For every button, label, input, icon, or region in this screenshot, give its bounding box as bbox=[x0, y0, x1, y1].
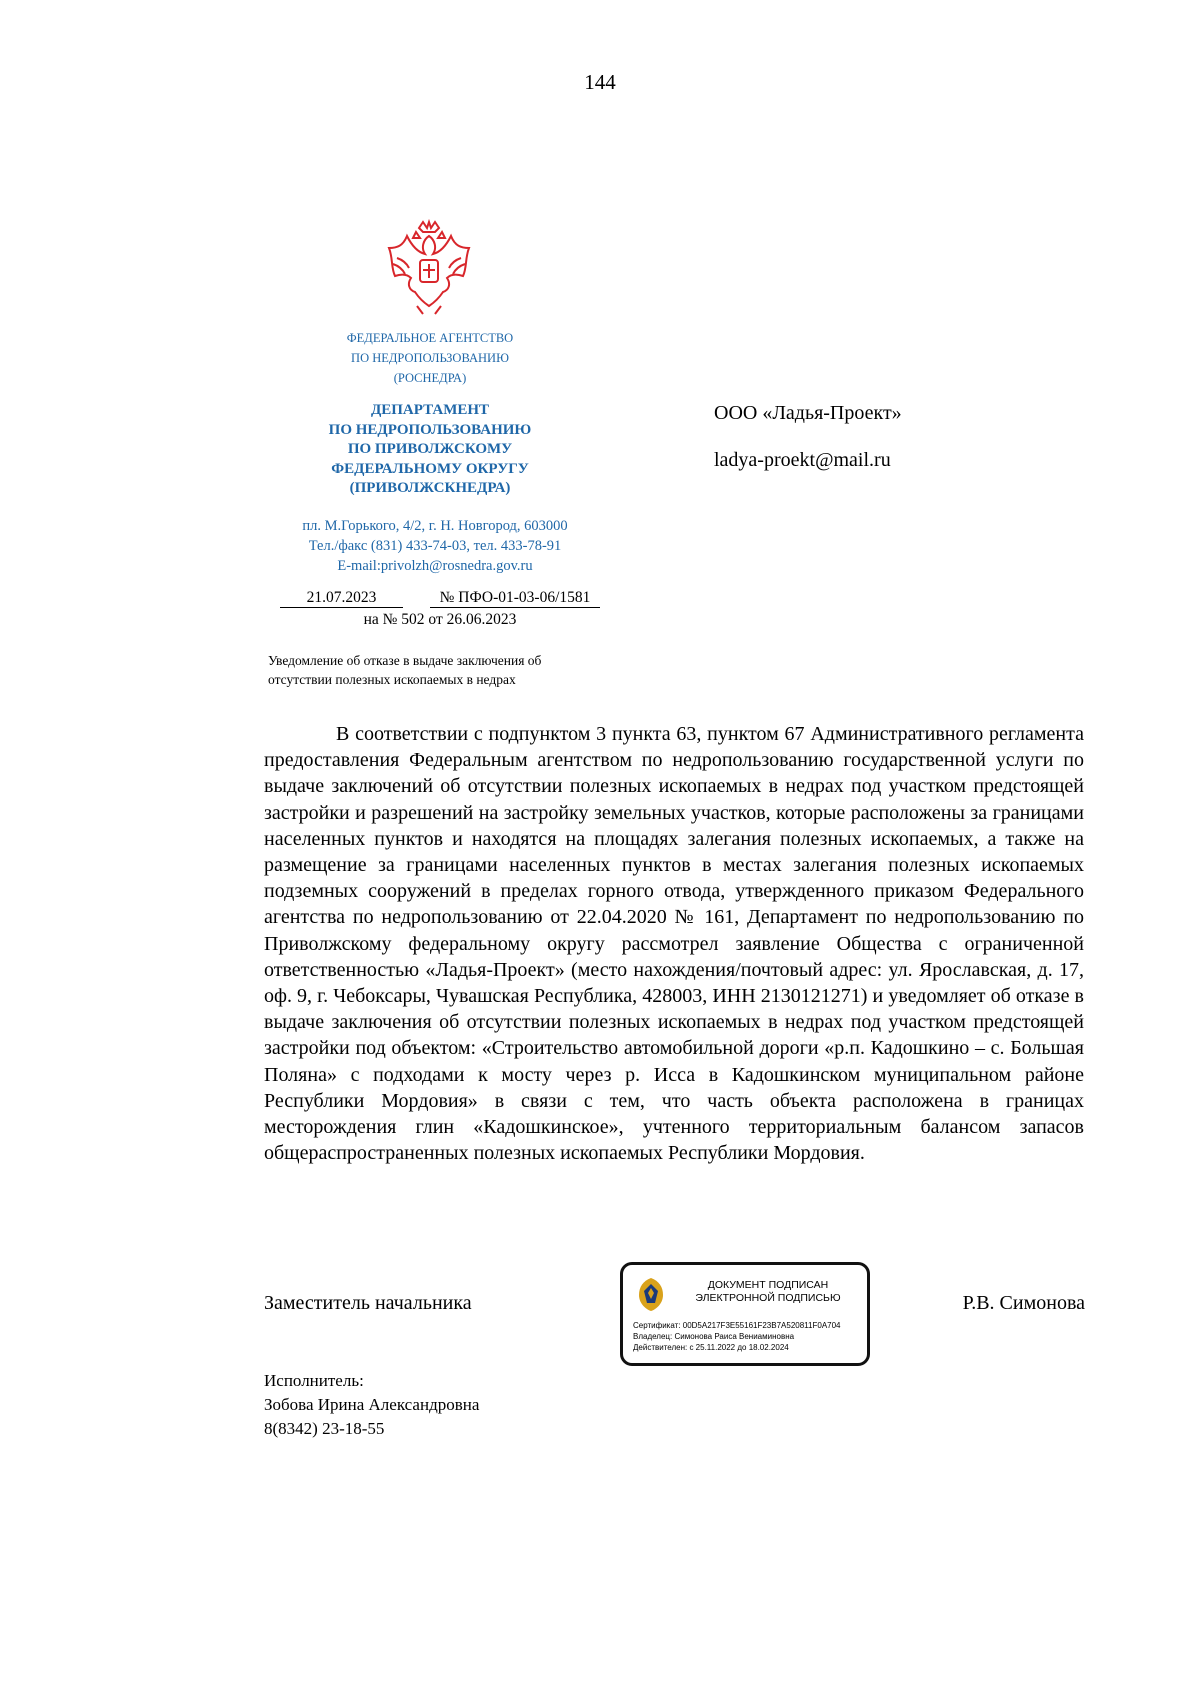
stamp-title-line: ЭЛЕКТРОННОЙ ПОДПИСЬЮ bbox=[695, 1291, 841, 1304]
address-block bbox=[270, 516, 600, 576]
registration-number: № ПФО-01-03-06/1581 bbox=[430, 589, 600, 608]
agency-line: ПО НЕДРОПОЛЬЗОВАНИЮ bbox=[351, 351, 509, 365]
department-line: ПО ПРИВОЛЖСКОМУ bbox=[347, 441, 513, 457]
stamp-details bbox=[633, 1320, 868, 1353]
stamp-emblem-icon bbox=[634, 1275, 668, 1313]
department-line: ПО НЕДРОПОЛЬЗОВАНИЮ bbox=[328, 421, 532, 438]
subject-line: отсутствии полезных ископаемых в недрах bbox=[268, 672, 516, 687]
executor-block bbox=[264, 1369, 479, 1441]
department-line: ФЕДЕРАЛЬНОМУ ОКРУГУ bbox=[331, 460, 529, 477]
signer-position: Заместитель начальника bbox=[264, 1292, 472, 1314]
letter-subject bbox=[268, 651, 628, 689]
executor-phone: 8(8342) 23-18-55 bbox=[264, 1419, 385, 1438]
address-line: E-mail:privolzh@rosnedra.gov.ru bbox=[337, 558, 533, 574]
address-line: Тел./факс (831) 433-74-03, тел. 433-78-91 bbox=[308, 538, 562, 554]
executor-name: Зобова Ирина Александровна bbox=[264, 1395, 480, 1414]
executor-label: Исполнитель: bbox=[264, 1371, 364, 1390]
letter-date: 21.07.2023 bbox=[280, 589, 403, 608]
subject-line: Уведомление об отказе в выдаче заключения об bbox=[268, 653, 542, 668]
agency-line: (РОСНЕДРА) bbox=[393, 371, 467, 385]
department-block bbox=[300, 401, 560, 499]
reply-reference: на № 502 от 26.06.2023 bbox=[363, 611, 517, 628]
stamp-owner: Владелец: Симонова Раиса Вениаминовна bbox=[633, 1332, 795, 1341]
agency-block bbox=[300, 328, 560, 388]
agency-line: ФЕДЕРАЛЬНОЕ АГЕНТСТВО bbox=[346, 331, 514, 345]
department-line: (ПРИВОЛЖСКНЕДРА) bbox=[349, 480, 511, 496]
department-line: ДЕПАРТАМЕНТ bbox=[370, 402, 490, 418]
stamp-validity: Действителен: с 25.11.2022 до 18.02.2024 bbox=[633, 1343, 789, 1352]
stamp-title bbox=[681, 1279, 855, 1304]
recipient-email: ladya-proekt@mail.ru bbox=[714, 449, 891, 471]
page-number: 144 bbox=[584, 70, 616, 94]
signer-name: Р.В. Симонова bbox=[962, 1292, 1085, 1314]
electronic-signature-stamp bbox=[620, 1262, 870, 1366]
stamp-certificate: Сертификат: 00D5A217F3E55161F23B7A520811F0A704 bbox=[633, 1321, 841, 1330]
stamp-title-line: ДОКУМЕНТ ПОДПИСАН bbox=[707, 1279, 829, 1291]
recipient-name: ООО «Ладья-Проект» bbox=[714, 402, 902, 424]
letter-body: В соответствии с подпунктом 3 пункта 63, пунктом 67 Административного регламента предоставления Федеральным агентством по недропользованию государственной услуги по выдаче заключений об отсутствии полезных ископаемых в недрах под участком предстоящей застройки и разрешений на застройку земельных участков, которые расположены за границами населенных пунктов и находятся на площадях залегания полезных ископаемых, а также на размещение за границами населенных пунктов в местах залегания полезных ископаемых подземных сооружений в пределах горного отвода, утвержденного приказом Федерального агентства по недропользованию от 22.04.2020 № 161, Департамент по недропользованию по Приволжскому федеральному округу рассмотрел заявление Общества с ограниченной ответственностью «Ладья-Проект» (место нахождения/почтовый адрес: ул. Ярославская, д. 17, оф. 9, г. Чебоксары, Чувашская Республика, 428003, ИНН 2130121271) и уведомляет об отказе в выдаче заключения об отсутствии полезных ископаемых в недрах под участком предстоящей застройки под объектом: «Строительство автомобильной дороги «р.п. Кадошкино – с. Большая Поляна» с подходами к мосту через р. Исса в Кадошкинском муниципальном районе Республики Мордовия» в связи с тем, что часть объекта расположена в границах месторождения глин «Кадошкинское», учтенного территориальным балансом запасов общераспространенных полезных ископаемых Республики Мордовия. bbox=[264, 723, 1084, 1165]
address-line: пл. М.Горького, 4/2, г. Н. Новгород, 603000 bbox=[302, 518, 568, 534]
coat-of-arms-emblem bbox=[383, 218, 475, 318]
